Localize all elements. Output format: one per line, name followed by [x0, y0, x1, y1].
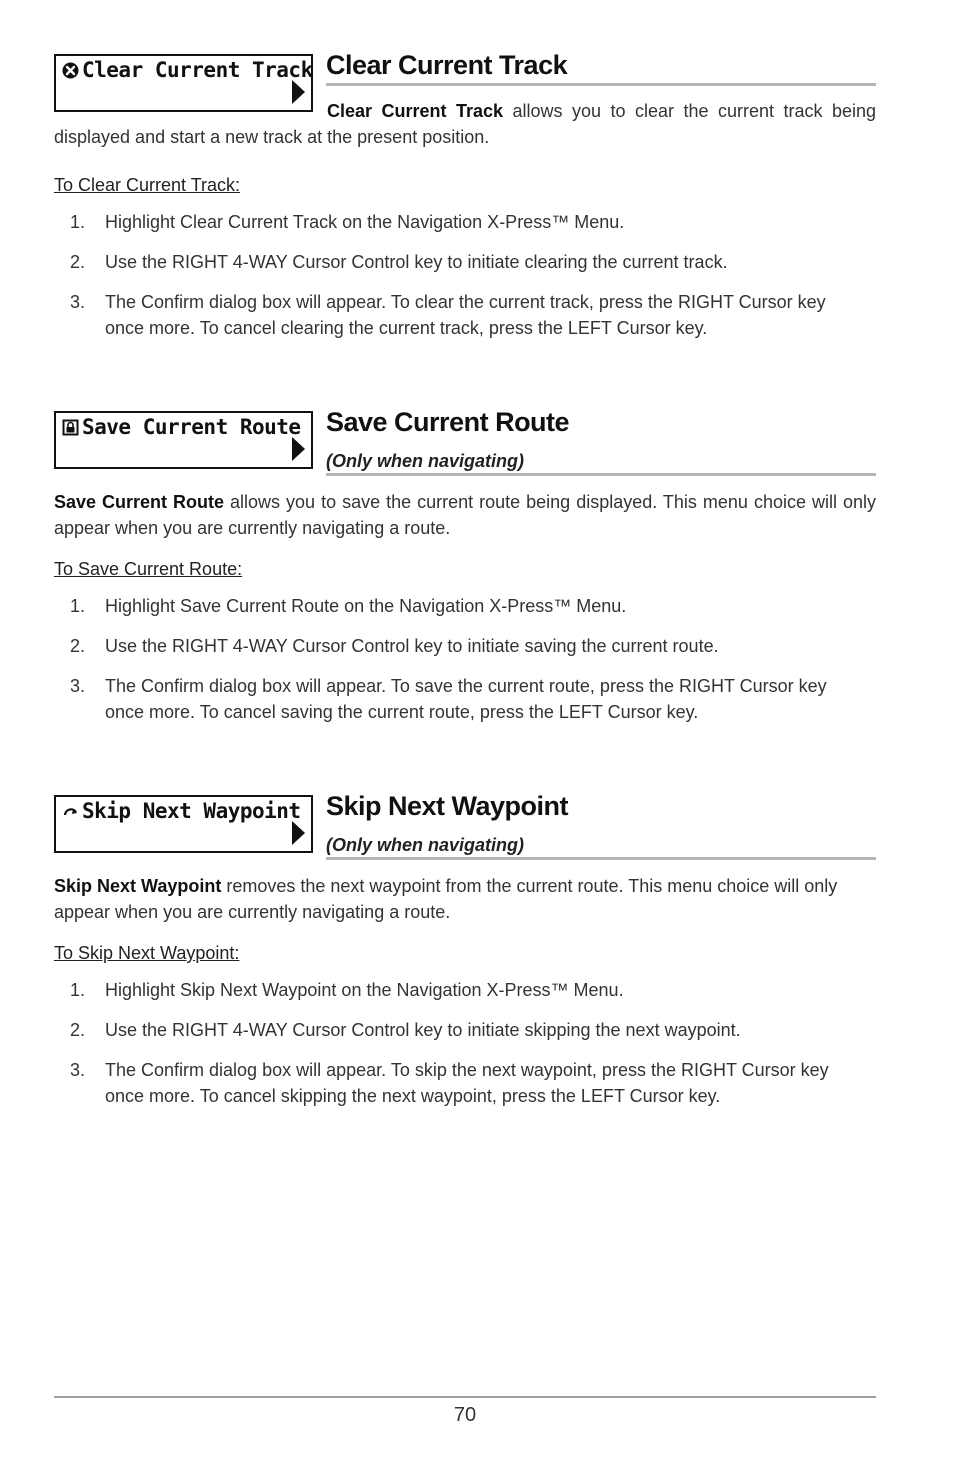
step-item: 3. The Confirm dialog box will appear. To clear the current track, press the RIGHT Cursor key once more. To cancel clearing the current track, press the LEFT Cursor key.	[70, 292, 826, 338]
menu-item-save-current-route[interactable]	[54, 411, 313, 469]
section-title: Save Current Route	[326, 407, 570, 437]
right-arrow-icon	[292, 437, 305, 461]
title-divider	[326, 473, 876, 476]
page-number: 70	[453, 1404, 477, 1426]
lock-icon	[62, 419, 79, 436]
step-item: 1. Highlight Clear Current Track on the Navigation X-Press™ Menu.	[70, 212, 625, 232]
procedure-heading: To Clear Current Track:	[54, 175, 241, 195]
intro-text: removes the next waypoint from the current route. This menu choice will only appear when you are currently navigating a route.	[54, 876, 838, 922]
step-item: 3. The Confirm dialog box will appear. To save the current route, press the RIGHT Cursor key once more. To cancel saving the current route, press the LEFT Cursor key.	[70, 676, 827, 722]
procedure-steps	[54, 977, 876, 1109]
intro-text: allows you to save the current route being displayed. This menu choice will only appear when you are currently navigating a route.	[54, 492, 876, 538]
procedure-heading: To Skip Next Waypoint:	[54, 943, 240, 963]
intro-bold-term: Skip Next Waypoint	[54, 876, 222, 896]
menu-item-skip-next-waypoint[interactable]	[54, 795, 313, 853]
right-arrow-icon	[292, 821, 305, 845]
procedure-steps	[54, 209, 876, 341]
step-item: 1. Highlight Skip Next Waypoint on the Navigation X-Press™ Menu.	[70, 980, 624, 1000]
x-circle-icon	[62, 62, 79, 79]
section-intro	[54, 98, 876, 150]
section-intro	[54, 489, 876, 541]
footer-divider	[54, 1396, 876, 1398]
menu-item-label: Clear Current Track	[82, 58, 313, 82]
section-intro	[54, 873, 876, 925]
intro-bold-term: Save Current Route	[54, 492, 225, 512]
menu-item-label: Skip Next Waypoint	[82, 799, 301, 823]
procedure-heading: To Save Current Route:	[54, 559, 243, 579]
section-subtitle: (Only when navigating)	[326, 835, 525, 855]
menu-item-label: Save Current Route	[82, 415, 301, 439]
section-title: Skip Next Waypoint	[326, 791, 569, 821]
section-title: Clear Current Track	[326, 50, 568, 80]
section-subtitle: (Only when navigating)	[326, 451, 525, 471]
step-item: 3. The Confirm dialog box will appear. To skip the next waypoint, press the RIGHT Cursor key once more. To cancel skipping the next waypoint, press the LEFT Cursor key.	[70, 1060, 829, 1106]
procedure-steps	[54, 593, 876, 725]
intro-bold-term: Clear Current Track	[327, 101, 504, 121]
step-item: 1. Highlight Save Current Route on the Navigation X-Press™ Menu.	[70, 596, 627, 616]
title-divider	[326, 857, 876, 860]
step-item: 2. Use the RIGHT 4-WAY Cursor Control key to initiate clearing the current track.	[70, 252, 728, 272]
skip-arrow-icon	[62, 803, 79, 820]
step-item: 2. Use the RIGHT 4-WAY Cursor Control key to initiate saving the current route.	[70, 636, 719, 656]
title-divider	[326, 83, 876, 86]
intro-text: allows you to clear the current track being displayed and start a new track at the present position.	[54, 101, 876, 147]
step-item: 2. Use the RIGHT 4-WAY Cursor Control key to initiate skipping the next waypoint.	[70, 1020, 741, 1040]
